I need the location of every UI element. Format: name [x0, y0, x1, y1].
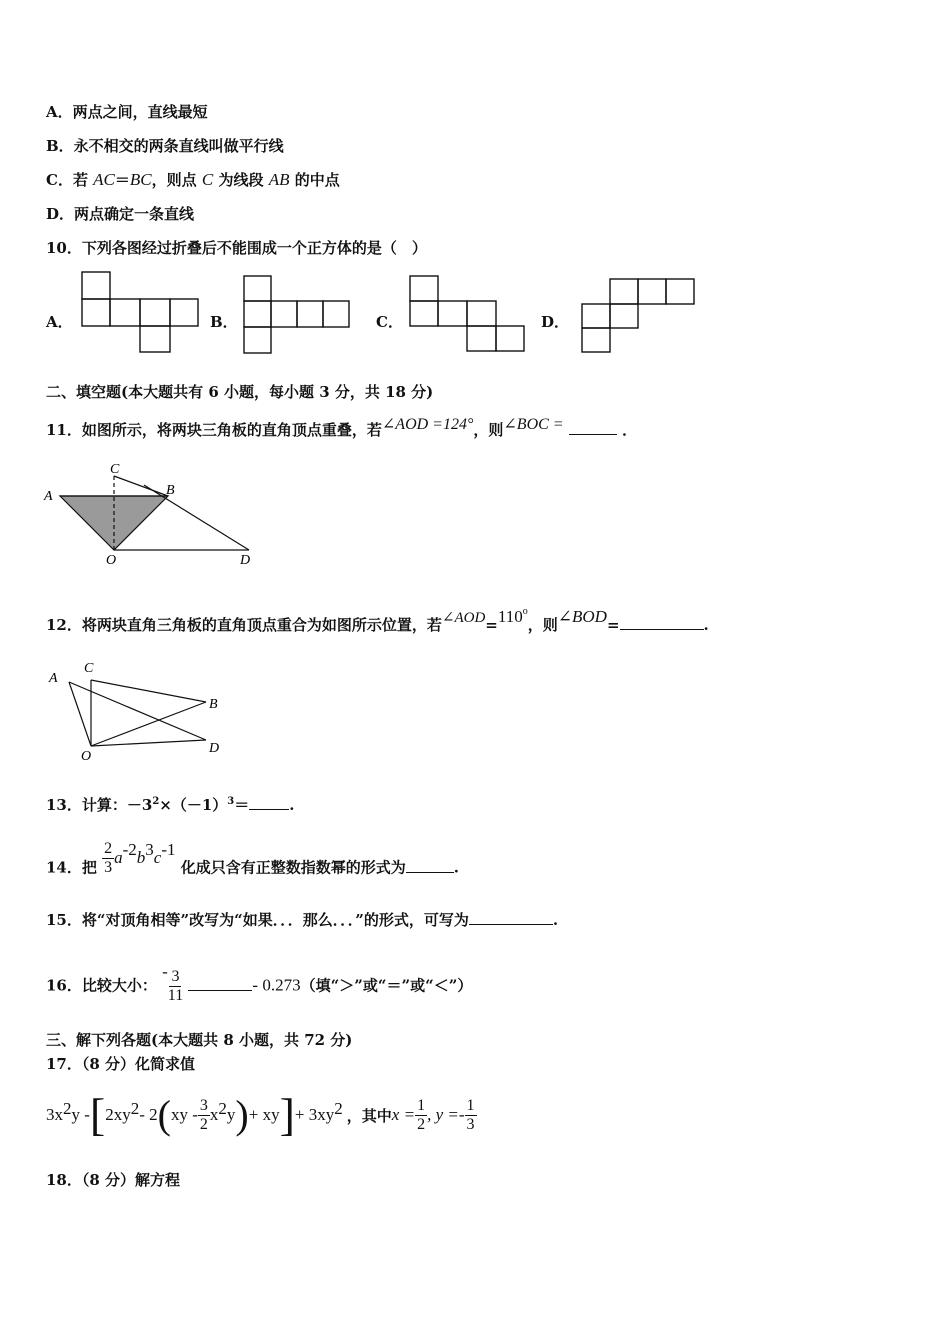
q10-label-c: C． [376, 313, 403, 331]
q17-term3: xy - [171, 1105, 198, 1124]
math-bc: BC [129, 170, 152, 189]
q16-answer-blank[interactable] [188, 976, 252, 991]
q16-prefix: 16．比较大小： [46, 976, 157, 995]
q17-title: 17．（8 分）化简求值 [46, 1055, 196, 1073]
equals-sign: ＝ [114, 171, 130, 189]
net-a-figure [82, 272, 202, 354]
math-ab: AB [268, 170, 290, 189]
q15-end: . [552, 911, 559, 929]
q14-exp-a: -2 [122, 839, 137, 859]
option-c-end: 的中点 [289, 171, 340, 189]
net-d-figure [582, 279, 702, 357]
option-c-prefix: C．若 [46, 171, 94, 189]
q17-term2: 2xy [105, 1105, 131, 1124]
q14-fraction [102, 840, 114, 877]
q11-text [46, 416, 638, 441]
q18-title: 18．（8 分）解方程 [46, 1171, 181, 1189]
q13-sup1: 2 [152, 796, 160, 807]
q11-label-d: D [240, 553, 251, 568]
q13-prefix: 13．计算：－3 [46, 796, 153, 814]
q12-label-c: C [84, 661, 94, 676]
q17-term1-exp: 2 [63, 1099, 72, 1118]
q12-value: 110 [497, 607, 523, 626]
q14-denominator: 3 [104, 859, 113, 876]
q14-end: . [453, 858, 459, 877]
q17-term1: 3x [46, 1105, 63, 1124]
q17-y-eq: , y =- [427, 1105, 465, 1124]
q11-label-c: C [110, 462, 120, 477]
q12-label-a: A [49, 671, 58, 686]
q12-answer-blank[interactable] [620, 615, 704, 630]
q14-post: 化成只含有正整数指数幂的形式为 [175, 858, 406, 877]
q13-text [46, 792, 295, 815]
q17-term6: + 3xy [294, 1105, 335, 1124]
q10-label-d: D． [541, 313, 570, 331]
q17-left-bracket: [ [89, 1089, 106, 1140]
q16-negative-sign: - [162, 961, 168, 981]
q17-term5: + xy [248, 1105, 280, 1124]
q14-answer-blank[interactable] [406, 858, 454, 873]
q17-term4-exp: 2 [218, 1099, 227, 1118]
q14-prefix: 14．把 [46, 858, 103, 877]
q17-term1-tail: y - [71, 1105, 90, 1124]
q11-label-o: O [106, 553, 117, 568]
q16-hint: （填“＞”或“＝”或“＜”） [300, 976, 473, 995]
q17-frac-den: 2 [199, 1115, 208, 1133]
q10-label-a: A． [46, 313, 73, 331]
q14-exp-c: -1 [161, 839, 176, 859]
math-c: C [201, 170, 214, 189]
option-c [46, 170, 340, 190]
option-a: A．两点之间，直线最短 [46, 103, 208, 121]
q14-exp-b: 3 [145, 839, 154, 859]
q17-x-fraction [415, 1097, 427, 1134]
option-c-mid2: 为线段 [213, 171, 269, 189]
q14-numerator: 2 [104, 840, 113, 857]
q11-mid: ，则 [473, 421, 504, 439]
q17-frac-num: 3 [199, 1096, 208, 1114]
q11-prefix: 11．如图所示，将两块三角板的直角顶点重叠，若 [46, 421, 382, 439]
q12-prefix: 12．将两块直角三角板的直角顶点重合为如图所示位置，若 [46, 616, 442, 634]
option-b: B．永不相交的两条直线叫做平行线 [46, 137, 284, 155]
q17-right-paren: ) [235, 1092, 249, 1137]
q16-numerator: 3 [171, 968, 180, 985]
option-d: D．两点确定一条直线 [46, 205, 195, 223]
q16-compare-value: - 0.273 [252, 975, 301, 995]
section3-title: 三、解下列各题(本大题共 8 小题，共 72 分) [46, 1031, 353, 1049]
q13-end: . [289, 796, 295, 814]
q16-fraction [168, 968, 183, 1005]
q12-degree: o [522, 606, 528, 617]
q12-figure [44, 656, 244, 766]
q17-x-num: 1 [417, 1096, 426, 1114]
q13-sup2: 3 [227, 796, 235, 807]
option-c-mid: ，则点 [151, 171, 202, 189]
q12-label-b: B [209, 697, 218, 712]
q10-label-b: B． [210, 313, 238, 331]
math-ac: AC [93, 170, 115, 189]
q13-mid: ×（－1） [159, 796, 228, 814]
q12-label-d: D [209, 741, 220, 756]
q16-text [46, 961, 473, 1005]
q11-angle-boc: ∠BOC = [503, 416, 564, 433]
q17-expression [46, 1088, 477, 1142]
q17-where: ，其中 [346, 1106, 392, 1125]
q11-answer-blank[interactable] [569, 420, 617, 435]
q17-y-num: 1 [466, 1096, 475, 1114]
q12-equals-1: = [485, 616, 498, 634]
q17-y-fraction [465, 1097, 477, 1134]
q13-equals: ＝ [234, 796, 250, 814]
q11-label-b: B [166, 483, 175, 498]
q17-right-bracket: ] [279, 1089, 295, 1140]
q12-mid: ，则 [527, 616, 558, 634]
q13-answer-blank[interactable] [249, 795, 289, 810]
q17-term6-exp: 2 [334, 1099, 343, 1118]
q17-term4-tail: y [226, 1105, 236, 1124]
q11-label-a: A [44, 489, 53, 504]
q15-body: 15．将“对顶角相等”改写为“如果．．．那么．．．”的形式，可写为 [46, 911, 469, 929]
q17-term4: x [209, 1105, 219, 1124]
net-b-figure [244, 276, 354, 356]
q12-angle-bod: ∠BOD [557, 607, 607, 626]
q10-stem: 10．下列各图经过折叠后不能围成一个正方体的是（ ） [46, 239, 427, 257]
q11-angle-aod: ∠AOD =124° [381, 416, 474, 433]
q12-label-o: O [81, 749, 92, 764]
q17-term2-tail: - 2 [139, 1105, 158, 1124]
q17-term2-exp: 2 [130, 1099, 140, 1118]
q17-x-eq: x = [391, 1105, 416, 1124]
q16-denominator: 11 [167, 987, 184, 1004]
q12-text [46, 606, 709, 636]
q14-var-a: a [114, 847, 123, 867]
q14-var-b: b [136, 847, 146, 867]
section2-title: 二、填空题(本大题共有 6 小题，每小题 3 分，共 18 分) [46, 383, 434, 401]
q14-text [46, 839, 459, 887]
q12-end: . [703, 616, 709, 634]
q11-figure [44, 460, 264, 570]
q11-end: ． [622, 421, 638, 439]
q14-var-c: c [153, 847, 162, 867]
q17-left-paren: ( [157, 1092, 171, 1137]
q17-x-den: 2 [417, 1115, 426, 1133]
q17-y-den: 3 [466, 1115, 475, 1133]
q15-answer-blank[interactable] [469, 910, 553, 925]
q15-text [46, 910, 558, 930]
q17-fraction [198, 1097, 210, 1134]
q12-equals-2: = [606, 616, 620, 634]
q12-angle-aod: ∠AOD [441, 610, 486, 626]
net-c-figure [410, 276, 530, 354]
